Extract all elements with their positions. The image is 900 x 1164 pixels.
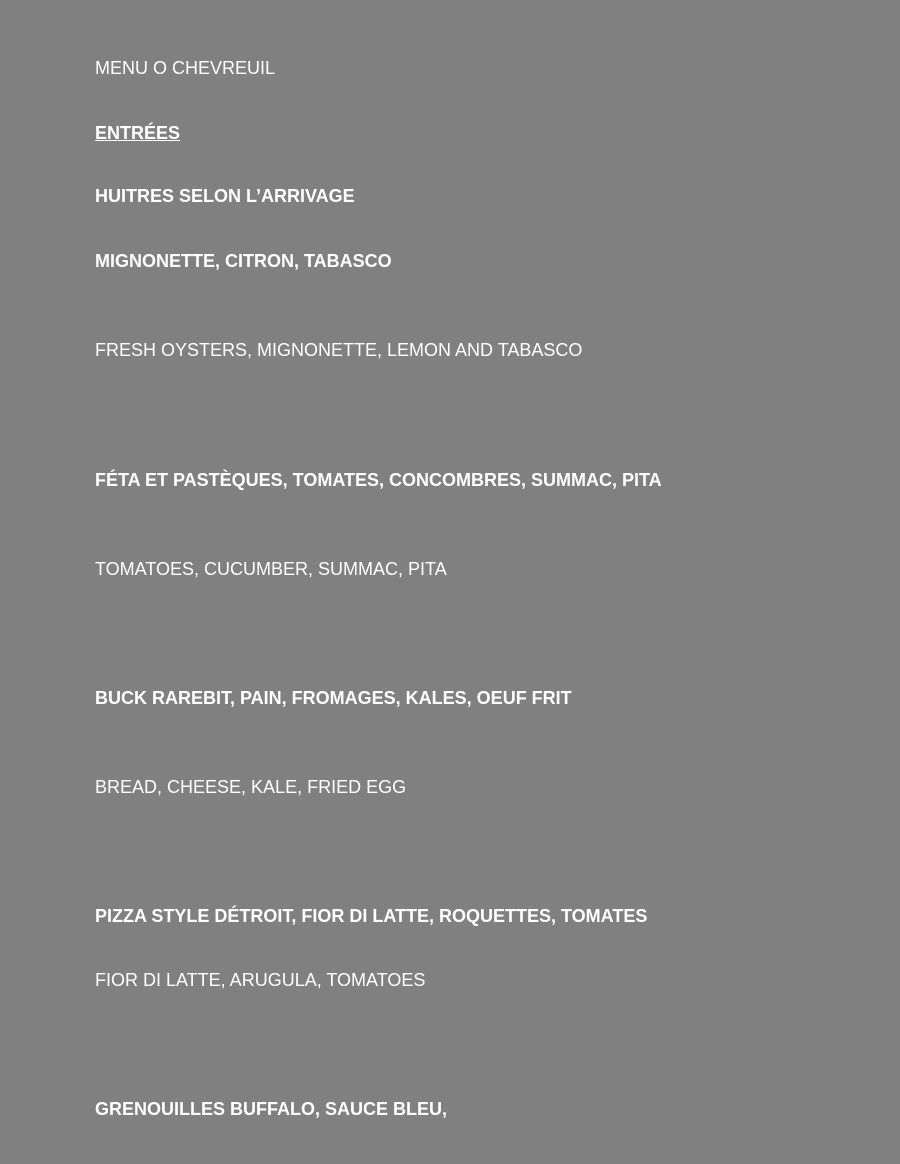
item-name: PIZZA STYLE DÉTROIT, FIOR DI LATTE, ROQUETTES, TOMATES (95, 906, 648, 926)
item-name: GRENOUILLES BUFFALO, SAUCE BLEU, (95, 1099, 448, 1119)
item-name: BUCK RAREBIT, PAIN, FROMAGES, KALES, OEUF FRIT (95, 688, 572, 708)
item-name: FÉTA ET PASTÈQUES, TOMATES, CONCOMBRES, SUMMAC, PITA (95, 470, 662, 490)
item-name: HUITRES SELON L’ARRIVAGE (95, 186, 355, 206)
item-description: TOMATOES, CUCUMBER, SUMMAC, PITA (95, 559, 447, 579)
item-description: FIOR DI LATTE, ARUGULA, TOMATOES (95, 970, 426, 990)
item-detail: MIGNONETTE, CITRON, TABASCO (95, 251, 392, 271)
menu-title: MENU O CHEVREUIL (95, 58, 276, 78)
item-description: FRESH OYSTERS, MIGNONETTE, LEMON AND TABASCO (95, 340, 583, 360)
item-description: BREAD, CHEESE, KALE, FRIED EGG (95, 777, 407, 797)
section-heading-entrees: ENTRÉES (95, 123, 181, 143)
